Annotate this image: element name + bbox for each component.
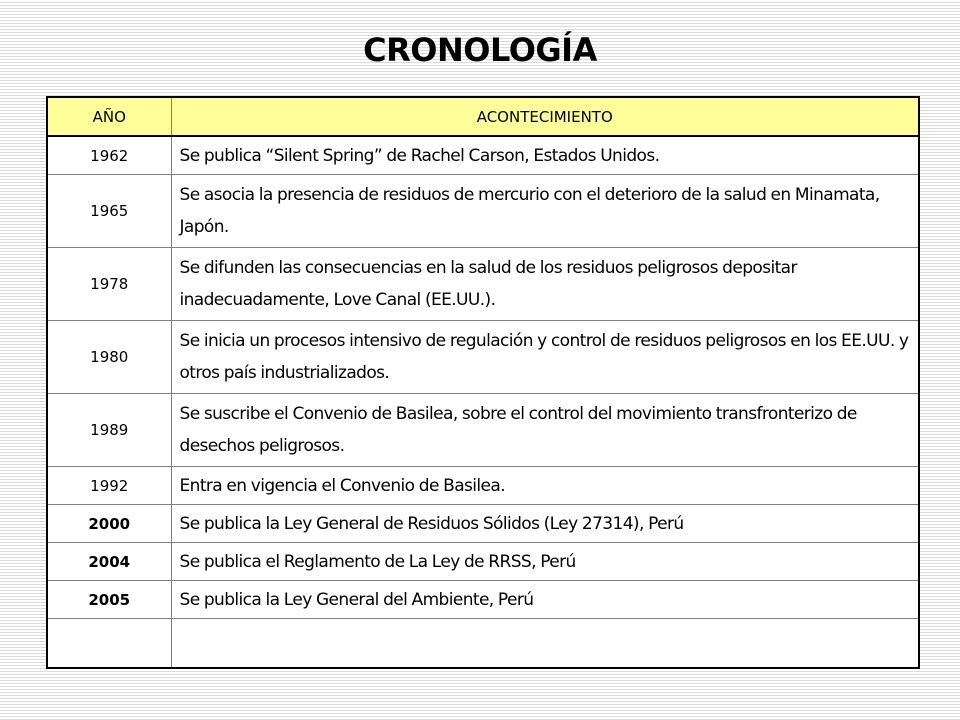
year-cell: 1962 xyxy=(47,136,171,175)
chronology-table xyxy=(46,96,920,669)
event-cell: Se publica la Ley General del Ambiente, Perú xyxy=(171,581,919,619)
table-row xyxy=(47,467,919,505)
event-cell: Se asocia la presencia de residuos de mercurio con el deterioro de la salud en Minamata, Japón. xyxy=(171,175,919,248)
event-cell: Se difunden las consecuencias en la salud de los residuos peligrosos depositar inadecuadamente, Love Canal (EE.UU.). xyxy=(171,248,919,321)
event-cell: Se publica el Reglamento de La Ley de RRSS, Perú xyxy=(171,543,919,581)
year-cell: 1965 xyxy=(47,175,171,248)
column-header-year: AÑO xyxy=(47,97,171,136)
table-row xyxy=(47,175,919,248)
table-row xyxy=(47,505,919,543)
event-cell: Se publica “Silent Spring” de Rachel Carson, Estados Unidos. xyxy=(171,136,919,175)
event-cell xyxy=(171,619,919,669)
event-cell: Se publica la Ley General de Residuos Sólidos (Ley 27314), Perú xyxy=(171,505,919,543)
table-row xyxy=(47,394,919,467)
event-cell: Entra en vigencia el Convenio de Basilea. xyxy=(171,467,919,505)
page-title: CRONOLOGÍA xyxy=(363,31,597,69)
year-cell: 1989 xyxy=(47,394,171,467)
table-row xyxy=(47,543,919,581)
event-cell: Se inicia un procesos intensivo de regulación y control de residuos peligrosos en los EE.UU. y otros país industrializados. xyxy=(171,321,919,394)
table-row xyxy=(47,136,919,175)
event-cell: Se suscribe el Convenio de Basilea, sobre el control del movimiento transfronterizo de desechos peligrosos. xyxy=(171,394,919,467)
year-cell: 1992 xyxy=(47,467,171,505)
year-cell: 1980 xyxy=(47,321,171,394)
year-cell xyxy=(47,619,171,669)
table-row xyxy=(47,581,919,619)
column-header-event: ACONTECIMIENTO xyxy=(171,97,919,136)
table-header-row xyxy=(47,97,919,136)
year-cell: 2005 xyxy=(47,581,171,619)
year-cell: 1978 xyxy=(47,248,171,321)
year-cell: 2000 xyxy=(47,505,171,543)
table-row xyxy=(47,248,919,321)
table-row xyxy=(47,321,919,394)
year-cell: 2004 xyxy=(47,543,171,581)
table-row-empty xyxy=(47,619,919,669)
